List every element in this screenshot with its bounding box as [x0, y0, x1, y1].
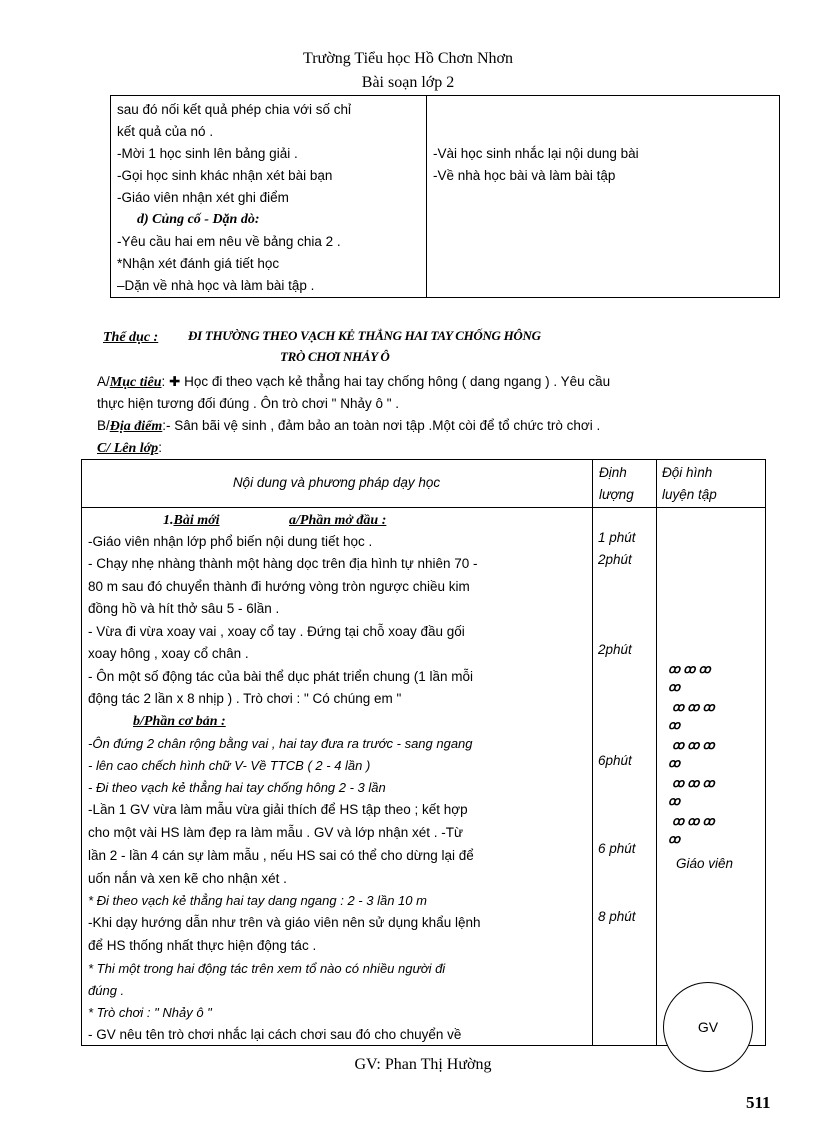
- section-b-label: b/Phần cơ bản :: [133, 714, 226, 729]
- head-form-1: Đội hình: [662, 465, 713, 480]
- content-line-b: * Trò chơi : " Nhảy ô ": [88, 1005, 212, 1020]
- content-line-b: - GV nêu tên trò chơi nhắc lại cách chơi sau đó cho chuyển về: [88, 1027, 462, 1042]
- gv-circle-label: GV: [697, 1019, 719, 1035]
- head-time-1: Định: [599, 465, 627, 480]
- location-prefix: B/: [97, 418, 110, 433]
- top-table-divider: [426, 95, 427, 298]
- content-line: - Vừa đi vừa xoay vai , xoay cổ tay . Đứng tại chỗ xoay đầu gối: [88, 624, 465, 639]
- content-line-b: -Lần 1 GV vừa làm mẫu vừa giải thích để HS tập theo ; kết hợp: [88, 802, 468, 817]
- location-label: Địa điểm: [109, 419, 163, 434]
- content-line-b: -Ôn đứng 2 chân rộng bằng vai , hai tay đưa ra trước - sang ngang: [88, 736, 473, 751]
- time-cell: 1 phút: [598, 530, 636, 545]
- content-line: xoay hông , xoay cổ chân .: [88, 646, 249, 661]
- page-subtitle: Bài soạn lớp 2: [361, 74, 455, 91]
- formation-row: ꝏ: [668, 832, 681, 846]
- formation-row: ꝏ ꝏ ꝏ: [668, 662, 711, 676]
- content-line-b: * Đi theo vạch kẻ thẳng hai tay dang ngang : 2 - 3 lần 10 m: [88, 893, 427, 908]
- formation-teacher: Giáo viên: [676, 856, 734, 871]
- formation-row: ꝏ ꝏ ꝏ: [672, 738, 715, 752]
- pe-title-line2: TRÒ CHƠI NHẢY Ô: [280, 349, 390, 364]
- school-name: Trường Tiểu học Hồ Chơn Nhơn: [303, 50, 513, 67]
- content-line-b: -Khi dạy hướng dẫn như trên và giáo viên nên sử dụng khẩu lệnh: [88, 915, 481, 930]
- lesson-colon: :: [158, 440, 162, 455]
- top-left-line: –Dặn về nhà học và làm bài tập .: [117, 278, 315, 293]
- lesson-label: C/ Lên lớp: [97, 441, 159, 456]
- formation-row: ꝏ: [668, 756, 681, 770]
- footer-teacher: GV: Phan Thị Hường: [354, 1056, 492, 1073]
- top-right-line: -Về nhà học bài và làm bài tập: [433, 168, 616, 183]
- pe-title-line1: ĐI THƯỜNG THEO VẠCH KẺ THẲNG HAI TAY CHỐNG HÔNG: [188, 328, 541, 343]
- location-text: :- Sân bãi vệ sinh , đảm bảo an toàn nơi tập .Một còi để tổ chức trò chơi .: [162, 418, 601, 433]
- content-line-b: - lên cao chếch hình chữ V- Về TTCB ( 2 - 4 lần ): [88, 758, 371, 773]
- time-cell: 2phút: [598, 642, 632, 657]
- objective-line: [97, 371, 610, 394]
- formation-row: ꝏ: [668, 680, 681, 694]
- main-table-col2: [656, 459, 657, 1046]
- objective-line2: thực hiện tương đối đúng . Ôn trò chơi " Nhảy ô " .: [97, 396, 400, 411]
- formation-row: ꝏ ꝏ ꝏ: [672, 814, 715, 828]
- location-line: [97, 415, 600, 438]
- content-line: - Ôn một số động tác của bài thể dục phát triển chung (1 lần mỗi: [88, 669, 473, 684]
- time-cell: 6phút: [598, 753, 632, 768]
- section1a-label: a/Phần mở đầu :: [289, 513, 387, 528]
- content-line: -Giáo viên nhận lớp phổ biến nội dung tiết học .: [88, 534, 373, 549]
- section1-heading: [163, 510, 220, 532]
- content-line-b: đúng .: [88, 983, 125, 998]
- top-left-line: -Mời 1 học sinh lên bảng giải .: [117, 146, 298, 161]
- top-left-line: *Nhận xét đánh giá tiết học: [117, 256, 280, 271]
- content-line-b: * Thi một trong hai động tác trên xem tổ nào có nhiều người đi: [88, 961, 446, 976]
- content-line-b: để HS thống nhất thực hiện động tác .: [88, 938, 317, 953]
- objective-text: : ✚ Học đi theo vạch kẻ thẳng hai tay chống hông ( dang ngang ) . Yêu cầu: [161, 374, 611, 389]
- main-table-col1: [592, 459, 593, 1046]
- formation-row: ꝏ: [668, 718, 681, 732]
- top-left-line: kết quả của nó .: [117, 124, 214, 139]
- main-table-header-rule: [81, 507, 766, 508]
- time-cell: 8 phút: [598, 909, 636, 924]
- top-right-line: -Vài học sinh nhắc lại nội dung bài: [433, 146, 639, 161]
- content-line-b: - Đi theo vạch kẻ thẳng hai tay chống hông 2 - 3 lần: [88, 780, 386, 795]
- content-line-b: cho một vài HS làm đẹp ra làm mẫu . GV và lớp nhận xét . -Từ: [88, 825, 464, 840]
- lesson-line: [97, 437, 162, 460]
- page-number: 511: [746, 1093, 771, 1112]
- formation-row: ꝏ ꝏ ꝏ: [672, 700, 715, 714]
- pe-label: Thể dục :: [103, 330, 159, 345]
- time-cell: 2phút: [598, 552, 632, 567]
- section1-label: Bài mới: [173, 513, 220, 528]
- objective-label: Mục tiêu: [109, 375, 162, 390]
- content-line: đồng hồ và hít thở sâu 5 - 6lần .: [88, 601, 280, 616]
- content-line-b: lần 2 - lần 4 cán sự làm mẫu , nếu HS sai có thể cho dừng lại để: [88, 848, 474, 863]
- head-form-2: luyện tập: [662, 487, 717, 502]
- section1-num: 1.: [163, 513, 174, 528]
- content-line-b: uốn nắn và xen kẽ cho nhận xét .: [88, 871, 287, 886]
- formation-row: ꝏ ꝏ ꝏ: [672, 776, 715, 790]
- time-cell: 6 phút: [598, 841, 636, 856]
- objective-prefix: A/: [97, 374, 110, 389]
- top-left-line: -Giáo viên nhận xét ghi điểm: [117, 190, 289, 205]
- content-line: - Chạy nhẹ nhàng thành một hàng dọc trên địa hình tự nhiên 70 -: [88, 556, 478, 571]
- head-time-2: lượng: [599, 487, 634, 502]
- content-line: 80 m sau đó chuyển thành đi hướng vòng tròn ngược chiều kim: [88, 579, 470, 594]
- content-line: động tác 2 lần x 8 nhịp ) . Trò chơi : " Có chúng em ": [88, 691, 402, 706]
- top-left-line: -Gọi học sinh khác nhận xét bài bạn: [117, 168, 333, 183]
- top-left-line: sau đó nối kết quả phép chia với số chỉ: [117, 102, 352, 117]
- head-content: Nội dung và phương pháp dạy học: [232, 475, 441, 490]
- top-left-line: -Yêu cầu hai em nêu về bảng chia 2 .: [117, 234, 341, 249]
- formation-row: ꝏ: [668, 794, 681, 808]
- top-left-heading: d) Củng cố - Dặn dò:: [137, 212, 260, 227]
